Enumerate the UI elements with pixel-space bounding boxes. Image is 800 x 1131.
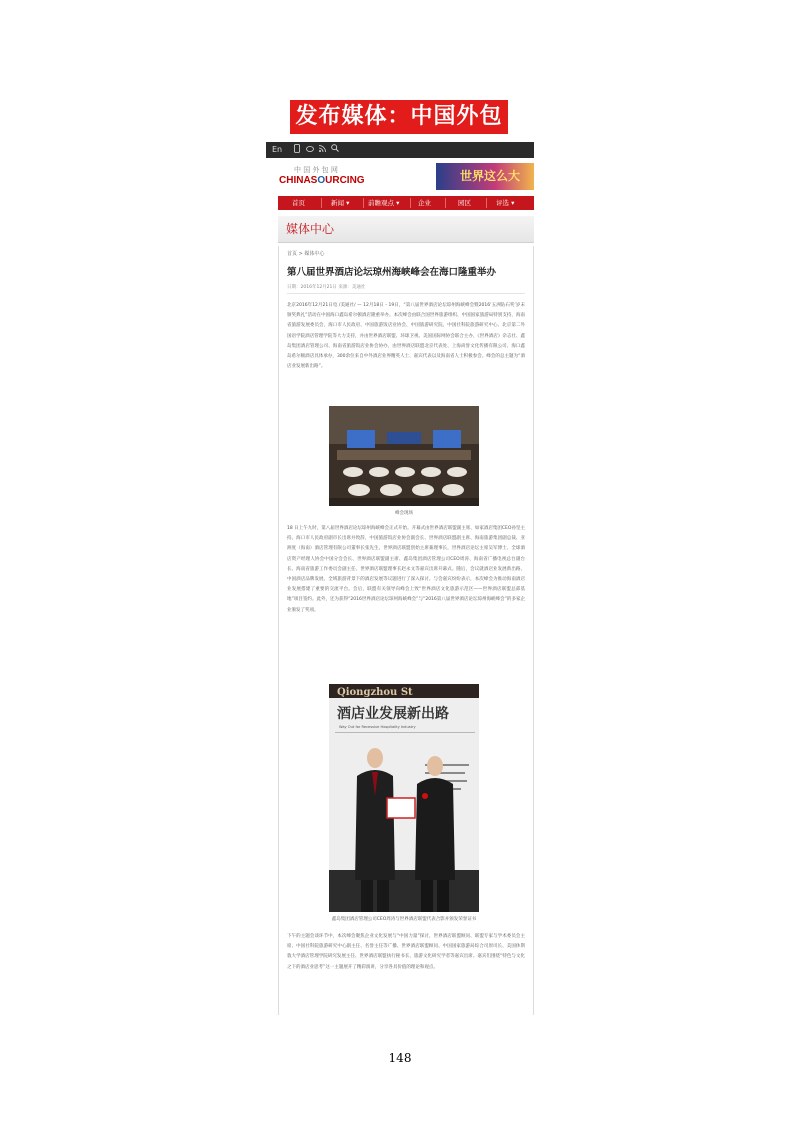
nav-item-companies[interactable]: 企业 <box>418 199 431 207</box>
article-paragraph-3: 下午的主题会谈环节中，本次峰会聚焦企业文化发展与“中国力量”探讨，世界酒店联盟顾问、联盟专家与学术委员会主席、中国社科院旅游研究中心副主任、名誉主任等广播、世界酒店联盟顾问、中国国家旅游局综合司原司长、美国休斯敦大学酒店管理学院研究发展主任、世界酒店联盟执行秘书长、旅游文化研究学者等嘉宾出席。嘉宾们围绕“特色与文化之下的酒店业思考”这一主题展开了精彩演讲，分享各具价值的理论和观点。 <box>287 934 525 970</box>
photo-sign-text: Qiongzhou St <box>337 687 413 698</box>
mobile-icon[interactable] <box>294 144 300 157</box>
photo-banner-text: 酒店业发展新出路 <box>337 706 449 722</box>
site-header <box>266 158 534 194</box>
article-paragraph-1: 北京2016年12月21日电 /美通社/ — 12月18日 - 19日，“第八届世界酒店论坛琼州海峡峰会暨2016‘五洲钻石奖’岁末颁奖典礼”活动在中国海口鑫岛希尔顿酒店隆重举办。本次峰会由联合国世界旅游组织、中国国家旅游局特别支持，海南省旅游发展委员会，海口市人民政府、中国旅游饭店业协会、中国旅游研究院、中国社科院旅游研究中心、北京第二外国语学院酒店管理学院等大力支持，并由世界酒店联盟、环球卫视、美国国际网协会联合主办，《世界酒店》杂志社、鑫岛集团酒店管理公司、海南省旅游饭店业协会协办，由世界酒店联盟北京代表处、上海尚誉文化传播有限公司、海口鑫岛希尔顿酒店具体承办，300余位来自中外酒店业界精英人士、嘉宾代表以及海南省人士积极参会。峰会的总主题为“酒店业发展新出路”。 <box>287 303 525 370</box>
award-ceremony-photo <box>329 684 479 912</box>
nav-item-views[interactable]: 前瞻观点 ▾ <box>368 199 400 207</box>
nav-item-news[interactable]: 新闻 ▾ <box>331 199 350 207</box>
top-toolbar <box>266 142 534 158</box>
article-container <box>278 246 534 1015</box>
nav-divider <box>410 198 411 208</box>
nav-divider <box>486 198 487 208</box>
nav-divider <box>363 198 364 208</box>
page-number: 148 <box>388 1051 412 1065</box>
section-title: 媒体中心 <box>286 222 335 236</box>
nav-divider <box>445 198 446 208</box>
nav-item-awards[interactable]: 评选 ▾ <box>496 199 515 207</box>
website-screenshot <box>266 142 534 1015</box>
photo-caption: 峰会现场 <box>395 511 413 516</box>
lang-switch[interactable]: En <box>272 145 283 154</box>
nav-divider <box>321 198 322 208</box>
section-header <box>278 216 534 243</box>
article-meta: 日期：2016年12月21日 来源：美通社 <box>287 285 366 290</box>
logo-chinese: 中 国 外 包 网 <box>294 166 338 174</box>
nav-item-home[interactable]: 首页 <box>292 199 305 207</box>
header-ad-banner[interactable] <box>436 163 534 190</box>
conference-photo <box>329 406 479 506</box>
search-icon[interactable] <box>331 144 339 156</box>
ad-text: 世界这么大 <box>460 169 521 183</box>
logo-part-a: CHINAS <box>279 175 318 186</box>
nav-item-parks[interactable]: 园区 <box>458 199 471 207</box>
main-nav <box>278 196 534 210</box>
publish-media-banner: 发布媒体：中国外包 <box>290 100 508 134</box>
weibo-icon[interactable] <box>306 144 314 156</box>
logo-part-o: O <box>317 175 326 186</box>
photo-caption: 鑫岛集团酒店管理公司CEO周涛与世界酒店联盟代表合影并颁发荣誉证书 <box>331 917 477 922</box>
rss-icon[interactable] <box>319 144 326 156</box>
breadcrumb[interactable]: 首页 > 媒体中心 <box>287 251 325 257</box>
article-paragraph-2: 18 日上午九时，第八届世界酒店论坛琼州海峡峰会正式开始。开幕式由世界酒店联盟副主席、如家酒店集团CEO孙坚主持。海口市人民政府副市长出席并致辞，中国旅游饭店业协会副会长、世界酒店联盟副主席、海南旅游集团副总裁、亚洲度（海南）酒店管理有限公司董事长张先生、世界酒店联盟创始主席兼理事长，世界酒店论坛主席吴军博士、全球酒店资产经理人协会中国分会会长、世界酒店联盟副主席、鑫岛集团酒店管理公司CEO周涛、海南省广播电视总台副台长、海南省旅游工作委员会副主任、世界酒店联盟理事长赵永文等嘉宾出席开幕式。随后，会议就酒店业发展新出路、中国酒店品牌发展、全域旅游背景下的酒店发展等议题进行了深入探讨。与会嘉宾纷纷表示，本次峰会为推动海南酒店业发展搭建了重要的交流平台。会后，联盟有关领导向峰会上致“世界酒店文化旅游示范区——世界酒店联盟总部基地”项目签约。此外，还为获得“2016世界酒店论坛琼州海峡峰会”与“2016第八届世界酒店论坛琼州海峡峰会”的多家企业颁发了奖项。 <box>287 526 525 613</box>
logo-part-b: URCING <box>325 175 365 186</box>
article-title: 第八届世界酒店论坛琼州海峡峰会在海口隆重举办 <box>287 267 497 278</box>
site-logo[interactable] <box>279 175 365 186</box>
photo-subtitle-text: Way Out for Recessive Hospitality Industry <box>339 725 416 729</box>
divider <box>287 293 525 294</box>
